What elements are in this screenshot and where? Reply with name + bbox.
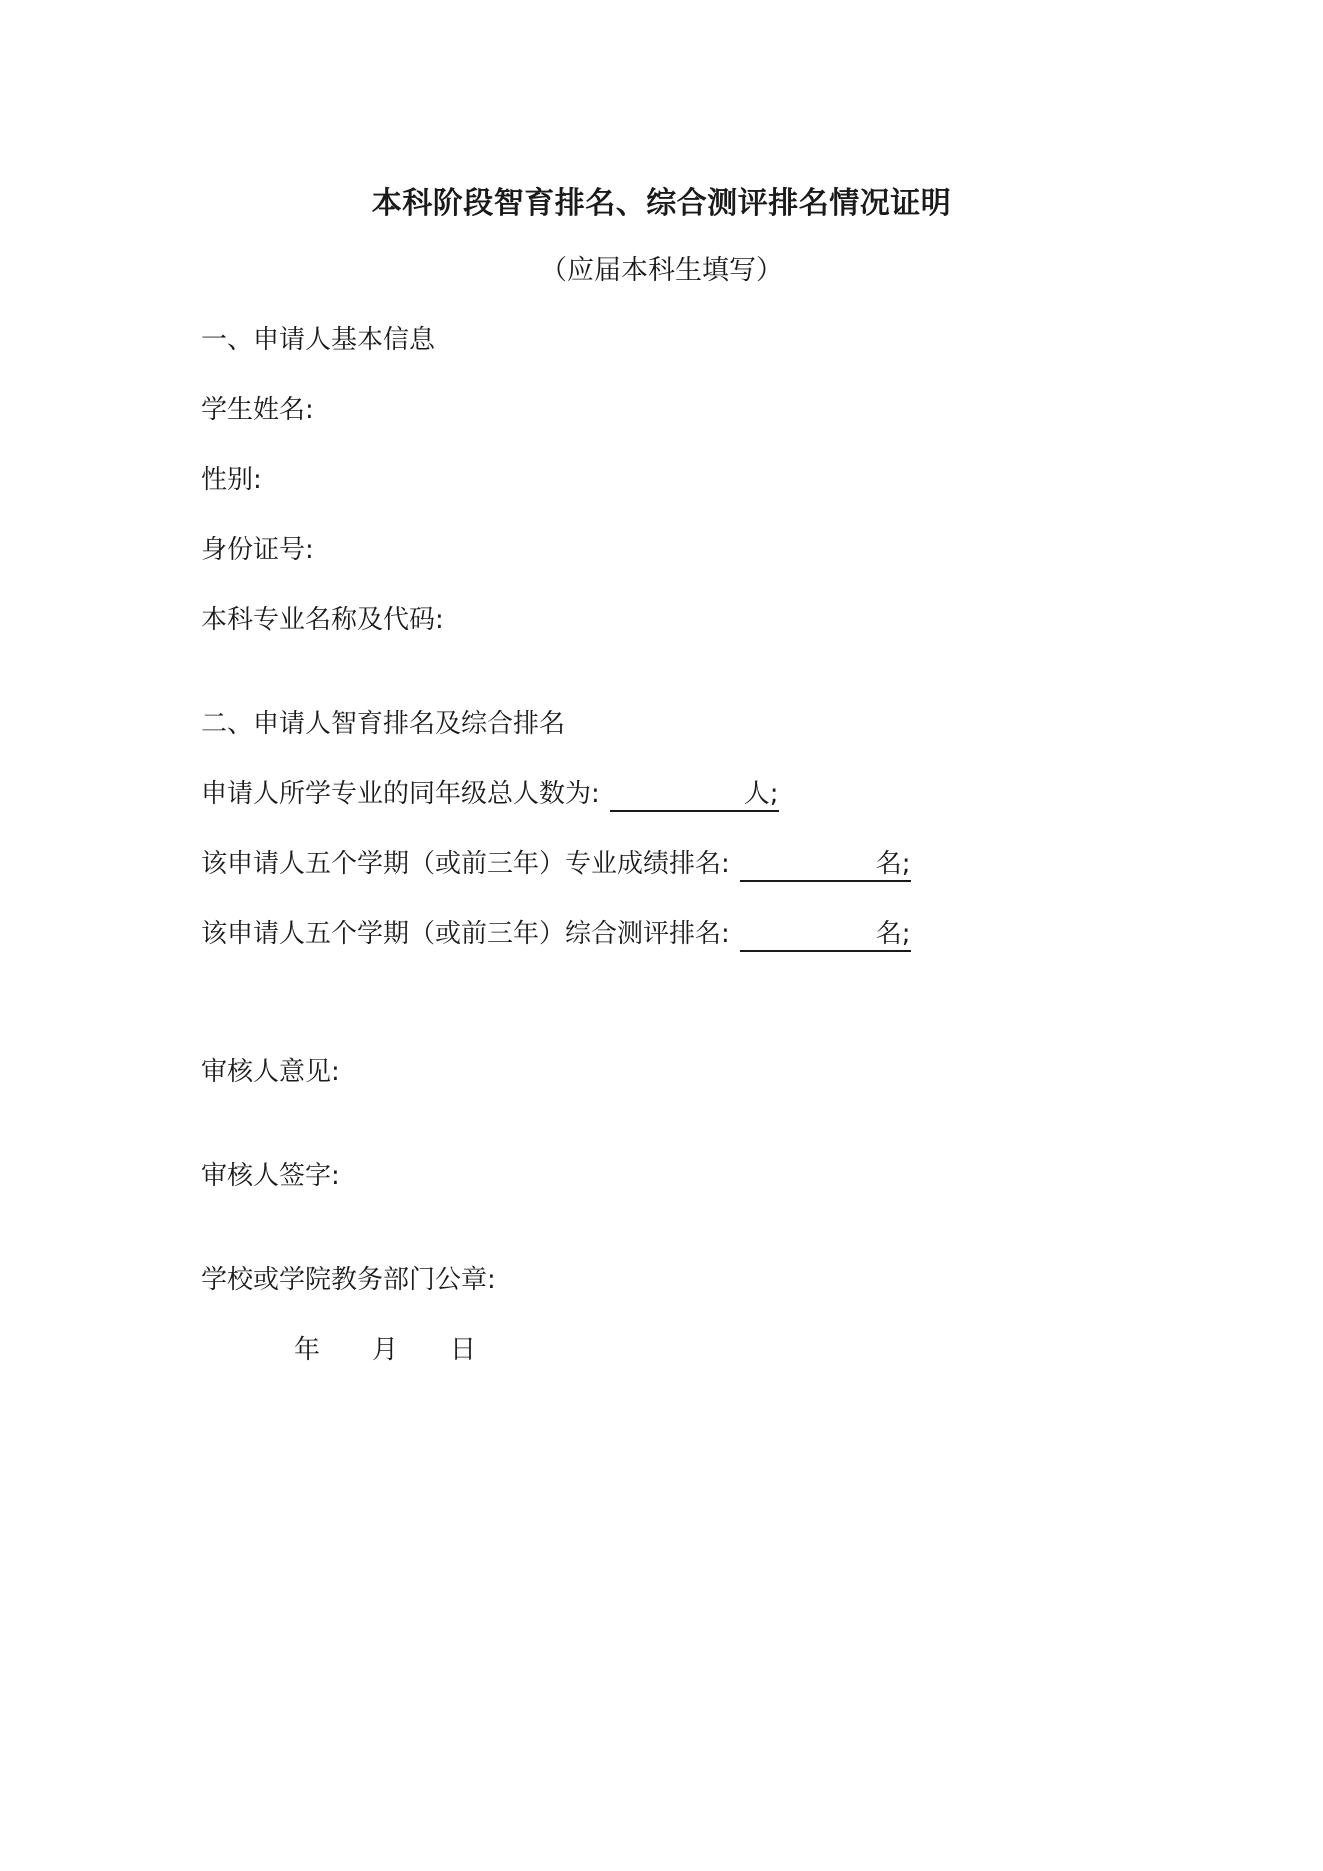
- document-title: 本科阶段智育排名、综合测评排名情况证明: [371, 186, 952, 221]
- comprehensive-rank-line: [201, 916, 911, 952]
- document-subtitle: （应届本科生填写）: [540, 255, 783, 286]
- reviewer-signature-label: 审核人签字:: [201, 1161, 340, 1191]
- comprehensive-rank-blank[interactable]: [740, 918, 911, 952]
- gender-label: 性别:: [201, 465, 262, 495]
- major-rank-suffix: 名;: [875, 849, 911, 879]
- major-rank-line: [201, 846, 911, 882]
- date-row: [294, 1332, 476, 1368]
- section1-heading: 一、申请人基本信息: [201, 325, 436, 355]
- office-seal-label: 学校或学院教务部门公章:: [201, 1265, 496, 1295]
- date-year: 年: [294, 1335, 321, 1365]
- major-rank-blank[interactable]: [740, 848, 911, 882]
- id-number-label: 身份证号:: [201, 535, 314, 565]
- major-rank-label: 该申请人五个学期（或前三年）专业成绩排名:: [201, 849, 730, 879]
- comprehensive-rank-label: 该申请人五个学期（或前三年）综合测评排名:: [201, 919, 730, 949]
- date-day: 日: [450, 1335, 477, 1365]
- total-students-blank[interactable]: [610, 778, 779, 812]
- total-students-line: [201, 776, 779, 812]
- reviewer-opinion-label: 审核人意见:: [201, 1057, 340, 1087]
- section2-heading: 二、申请人智育排名及综合排名: [201, 709, 566, 739]
- total-students-suffix: 人;: [743, 779, 779, 809]
- major-name-code-label: 本科专业名称及代码:: [201, 605, 444, 635]
- date-month: 月: [372, 1335, 399, 1365]
- comprehensive-rank-suffix: 名;: [875, 919, 911, 949]
- student-name-label: 学生姓名:: [201, 395, 314, 425]
- total-students-label: 申请人所学专业的同年级总人数为:: [201, 779, 600, 809]
